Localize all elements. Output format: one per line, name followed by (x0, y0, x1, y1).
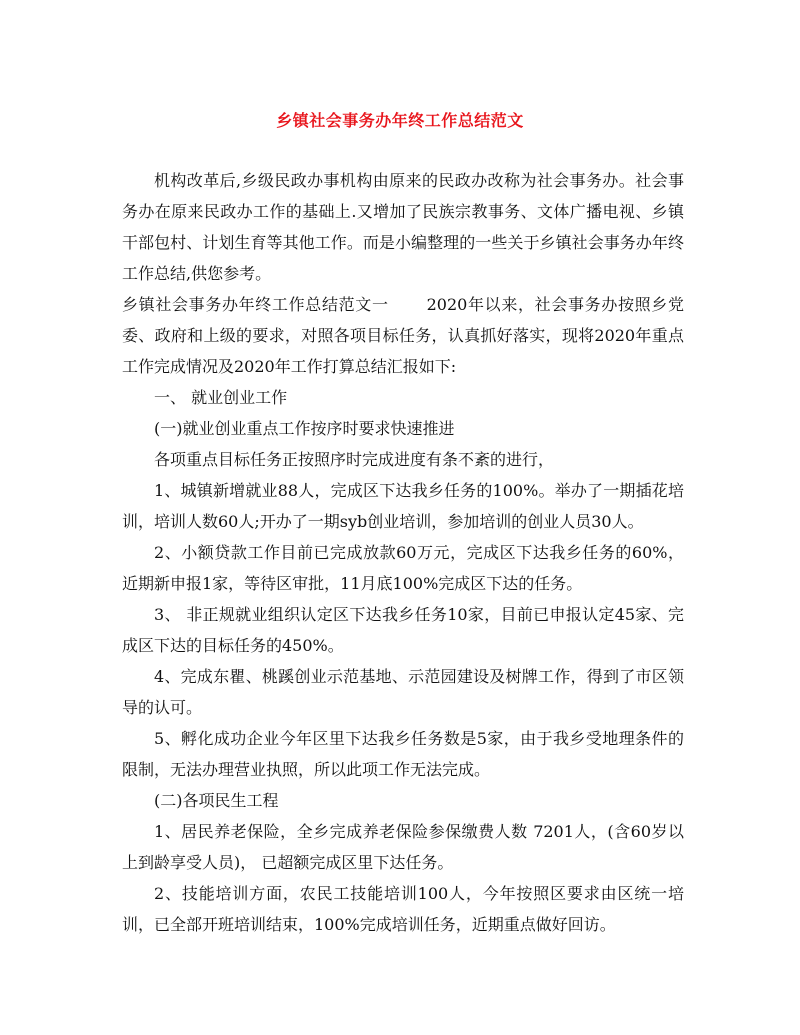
subsection-heading-key-work: (一)就业创业重点工作按序时要求快速推进 (154, 419, 455, 438)
list-item-employment: 1、城镇新增就业88人，完成区下达我乡任务的100%。举办了一期插花培训，培训人数60人;开办了一期syb创业培训，参加培训的创业人员30人。 (122, 481, 684, 531)
list-item-pension: 1、居民养老保险，全乡完成养老保险参保缴费人数 7201人，(含60岁以上到龄享受人员)， 已超额完成区里下达任务。 (122, 822, 684, 872)
list-item-informal-employment: 3、 非正规就业组织认定区下达我乡任务10家，目前已申报认定45家、完成区下达的目标任务的450%。 (122, 605, 684, 655)
section-heading-employment: 一、 就业创业工作 (154, 388, 288, 407)
list-item-incubation: 5、孵化成功企业今年区里下达我乡任务数是5家，由于我乡受地理条件的限制，无法办理营业执照，所以此项工作无法完成。 (122, 729, 684, 779)
sample-intro-text: 2020年以来，社会事务办按照乡党委、政府和上级的要求，对照各项目标任务，认真抓好落实，现将2020年重点工作完成情况及2020年工作打算总结汇报如下: (122, 295, 684, 376)
sample-heading: 乡镇社会事务办年终工作总结范文一 (122, 295, 389, 314)
paragraph-intro: 机构改革后,乡级民政办事机构由原来的民政办改称为社会事务办。社会事务办在原来民政办工作的基础上.又增加了民族宗教事务、文体广播电视、乡镇干部包村、计划生育等其他工作。而是小编整理的一些关于乡镇社会事务办年终工作总结,供您参考。 (122, 171, 684, 283)
list-item-demo-base: 4、完成东瞿、桃蹊创业示范基地、示范园建设及树牌工作，得到了市区领导的认可。 (122, 667, 684, 717)
subsection-heading-livelihood: (二)各项民生工程 (154, 791, 279, 810)
document-title: 乡镇社会事务办年终工作总结范文 (276, 111, 524, 130)
paragraph-sample-one (122, 289, 684, 382)
document-body (122, 165, 684, 940)
list-item-loans: 2、小额贷款工作目前已完成放款60万元，完成区下达我乡任务的60%，近期新申报1家，等待区审批，11月底100%完成区下达的任务。 (122, 543, 684, 593)
list-item-training: 2、技能培训方面，农民工技能培训100人，今年按照区要求由区统一培训，已全部开班培训结束，100%完成培训任务，近期重点做好回访。 (122, 884, 684, 934)
paragraph-progress: 各项重点目标任务正按照序时完成进度有条不紊的进行， (154, 450, 555, 469)
